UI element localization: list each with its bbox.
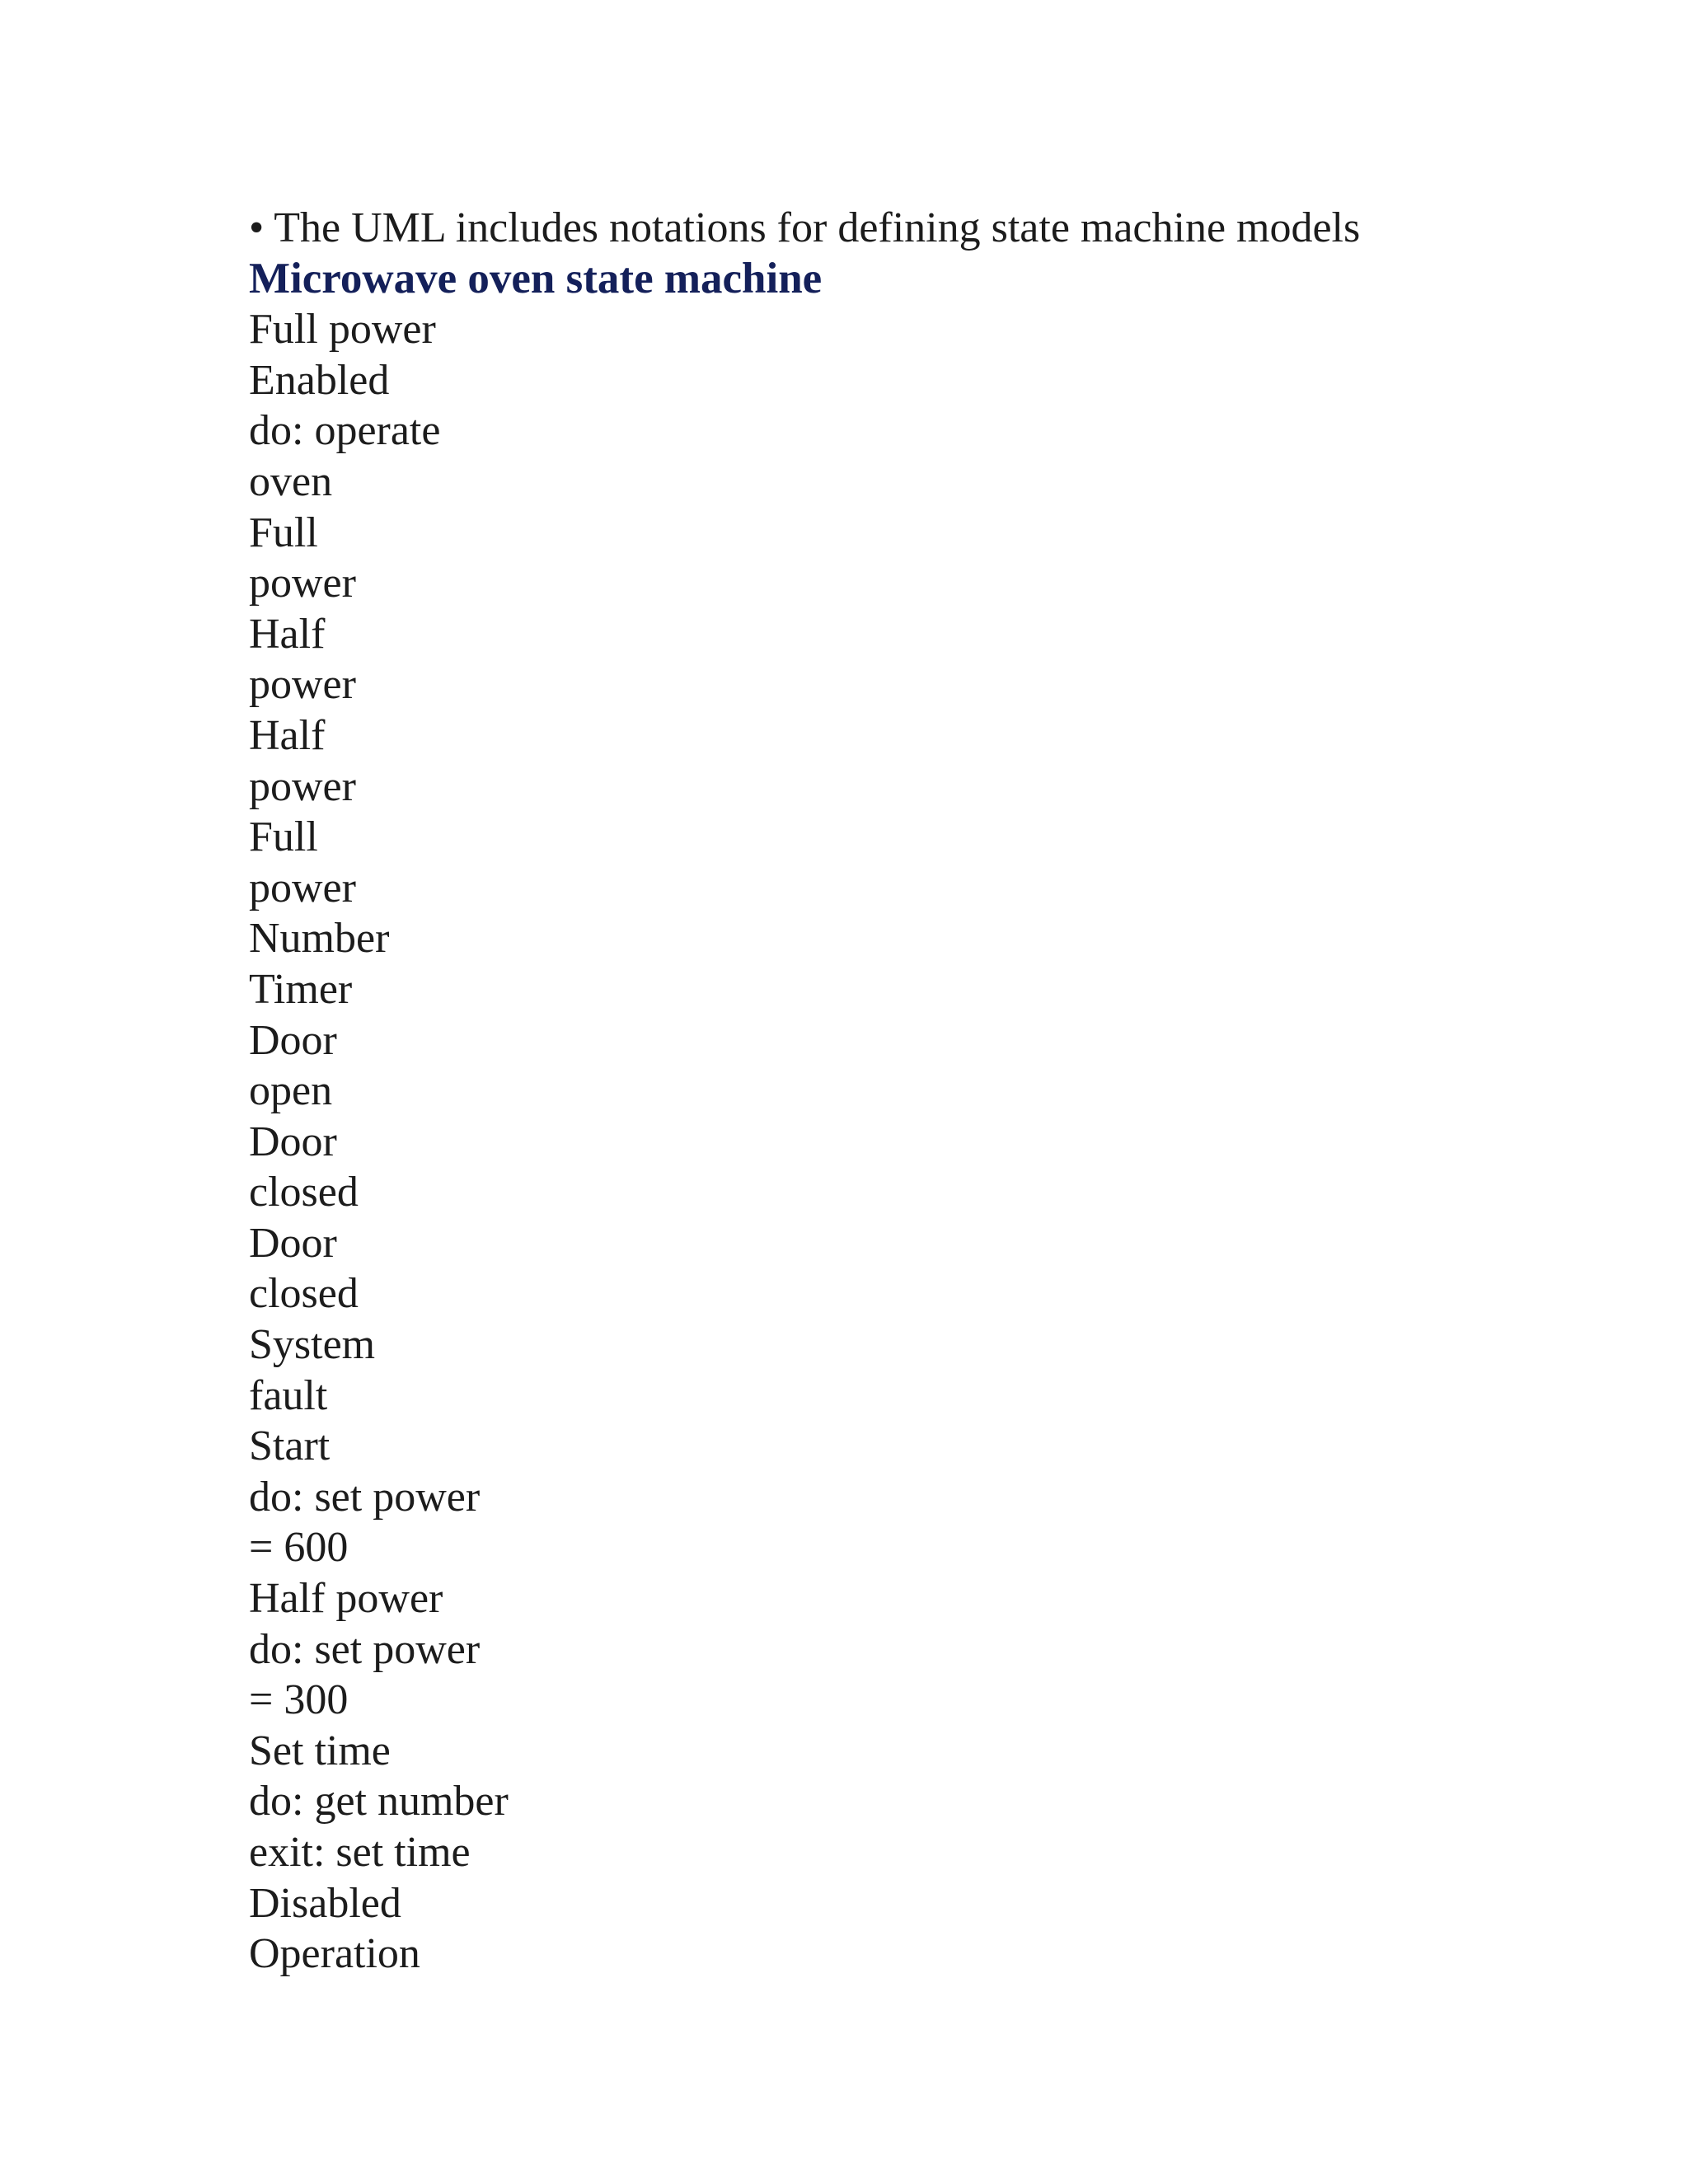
text-line: Door <box>249 1016 337 1064</box>
text-line: Door <box>249 1219 337 1267</box>
diagram-text-lines <box>249 304 1650 1980</box>
text-line: power <box>249 661 356 709</box>
text-line: Full <box>249 509 318 556</box>
text-line: power <box>249 864 356 912</box>
text-line: Door <box>249 1118 337 1165</box>
text-line: power <box>249 560 356 607</box>
text-line: = 300 <box>249 1676 349 1724</box>
text-line: exit: set time <box>249 1829 471 1876</box>
text-line: Full power <box>249 306 436 354</box>
text-line: Set time <box>249 1727 391 1774</box>
text-line: Half <box>249 711 326 759</box>
text-line: power <box>249 762 356 810</box>
text-line: = 600 <box>249 1524 349 1572</box>
text-line: Full <box>249 813 318 861</box>
text-line: closed <box>249 1270 359 1318</box>
text-line: Number <box>249 915 390 963</box>
text-line: closed <box>249 1169 359 1216</box>
intro-bullet-text: • The UML includes notations for defining state machine models <box>249 204 1361 251</box>
text-line: Enabled <box>249 356 390 404</box>
text-line: Operation <box>249 1930 420 1978</box>
text-line: do: get number <box>249 1778 509 1825</box>
text-line: fault <box>249 1371 328 1419</box>
text-line: Half power <box>249 1575 443 1623</box>
diagram-title: Microwave oven state machine <box>249 254 823 302</box>
text-line: open <box>249 1067 333 1115</box>
text-line: Half <box>249 610 326 658</box>
text-line: System <box>249 1321 376 1369</box>
text-line: Start <box>249 1422 331 1470</box>
text-line: do: set power <box>249 1473 481 1521</box>
document-body <box>249 203 1650 1980</box>
text-line: do: operate <box>249 407 441 455</box>
text-line: oven <box>249 457 333 505</box>
text-line: Disabled <box>249 1879 401 1927</box>
text-line: do: set power <box>249 1625 481 1673</box>
text-line: Timer <box>249 965 353 1013</box>
